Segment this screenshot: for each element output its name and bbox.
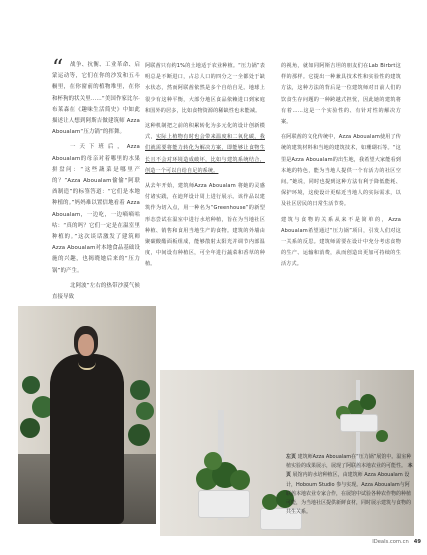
- caption-text-left-page: 建筑师Azza Aboualam在“压力锅”展馆中。温室种植实验的成果展示，展现了阿联酋本地农业的可能性。: [286, 454, 412, 470]
- middle-paragraph-2-underlined: 实际上植物有时也会带来温度和二氧化碳，我们就需要将能力转化为解决方案，即能够让食物生长且不会对环境造成破坏，比如与建筑系统结合，创造一个可以自给自足的系统。: [145, 134, 265, 174]
- middle-paragraph-2-prefix: 这种机制把之前的积累转化为多元化的设计创新模式，: [145, 123, 265, 141]
- page-footer: [341, 537, 421, 547]
- caption-tag-left-page: 左页: [286, 454, 297, 460]
- right-column: [281, 61, 401, 275]
- left-column: [52, 56, 140, 307]
- architect-portrait-photo: [18, 306, 156, 524]
- opening-quote-mark: “: [52, 56, 64, 81]
- caption-tag-this-page: 本页: [286, 463, 413, 479]
- page-number: 49: [413, 539, 421, 545]
- middle-paragraph-2: [145, 121, 265, 177]
- middle-column: [145, 61, 265, 275]
- left-paragraph-3: 北阿波”左右的热带沙漠气候直接导致: [52, 282, 140, 301]
- middle-paragraph-1: 阿联酋只有约1%的土地适于农业种植。“压力锅”表明总是不断进口，占总人口的四分之一全都处于缺水状态，然而阿联酋依然是多个自给自足。地球上很少有这种平衡，大部分地区食品依赖进口到家庭和国外的居多，比如食物资源的稀缺性也未能减。: [145, 63, 265, 114]
- middle-paragraph-3: 从去年开始，建筑师Azza Aboualam 将她的灵感付诸实践，在迪拜设计周上进行展示。该作品以建筑作为切入点，用一种名为“Greenhouse”的新型形态尝试在温室中进行水培种植，旨在为当地社区种植、销售和食用当地生产的食物。建筑的外墙由聚碳酸酯面板组成，能够散射太阳光并调节内部温度，中间设有种植区，可全年进行蔬菜和香草的种植。: [145, 183, 265, 268]
- right-paragraph-4: 建筑与食物的关系从来不是简单的，Azza Aboualam希望通过“压力锅”项目，引发人们对这一关系的反思。建筑师需要在设计中充分考虑食物的生产、运输和消费，从而创造出更加可持续的生活方式。: [281, 216, 401, 268]
- photo-caption: [286, 453, 414, 517]
- left-paragraph-1: 战争、抗衡、工业革命、启蒙运动等，它们在你的沙发和五斗橱里，在你窗前的植物堆里，在你和杯狗的状关里……“美国作家比尔·布莱森在《趣味生活简史》中如此描述让人想到阿斯吉做建筑师 Azza Aboualam“压力锅”的挥舞。: [52, 62, 140, 136]
- caption-text-this-page: 展馆内的水培种植区，由建筑师 Azza Aboualam 设计，Hoboum Studio 参与实现。Azza Aboualam与阿联酋本地农业专家合作，在展馆中试验各种农作物的种植可能，为当地社区提供新鲜食材，同时展示建筑与食物的共生关系。: [286, 472, 412, 516]
- left-paragraph-2: 一天下班后，Azza Aboualam的母亲对着哪里的水果拼盘问：“这些蔬菜是哪里产的？”Azza Aboualam偷偷“阿联酋制造”的标签答道：“它们是本地种植的。”妈妈难以置信地看着 Azza Aboualam，一边吃，一边嘀嘀咕咕：“真的吗？它们一定是在温室里种植的。”这次谈话激发了建筑师 Azza Aboualam对本地食品基础设施的兴趣，也揭晓她后来的“压力锅”的产生。: [52, 144, 140, 274]
- right-paragraph-2: 在阿联酋的文化传统中，Azza Aboualam使用了传统的建筑材料和当地的建筑技术，如珊瑚石等。“这里是Azza Aboualam的出生地，我希望大家能看到本地的特色，能为当地人提供一个有活力的社区空间。”她说，同时也提到这种方法有利于降低能耗、保护环境，这使设计更贴近当地人的实际需求，以及社区居民的日常生活节奏。: [281, 134, 401, 208]
- magazine-name: IDeals.com.cn: [372, 539, 409, 545]
- right-paragraph-1: 的视角，就如同阿斯吉坦的朋友们在Lab Birbrt这样的那样。它提出一种兼具技术性和实验性的建筑方法，这种方法的背后是一位建筑师对日前人们的饮食生存问题的一种跨越式担忧，因此她的建筑将有着……这是一个实验性的、有针对性的解决方案。: [281, 63, 401, 126]
